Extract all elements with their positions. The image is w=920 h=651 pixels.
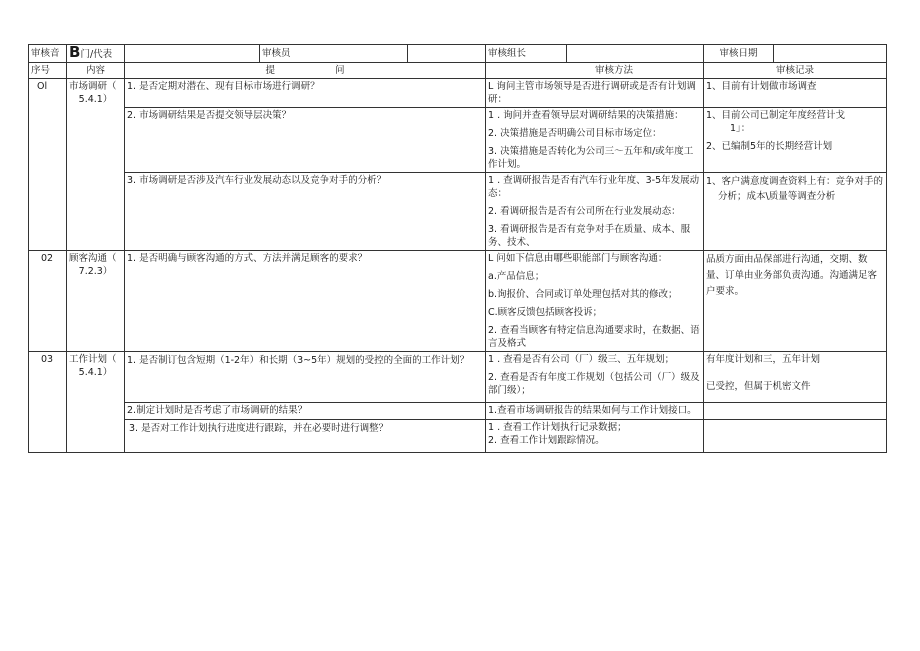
col-question-b: 问: [335, 65, 345, 76]
header-row: [29, 45, 887, 63]
section-content-title: 市场调研（: [69, 81, 117, 92]
date-value[interactable]: [774, 45, 887, 63]
record-line: 1」：: [730, 123, 751, 134]
method-line: a.产品信息；: [488, 271, 545, 282]
method-cell: [486, 352, 704, 403]
method-cell: [486, 173, 704, 251]
column-header-row: [29, 63, 887, 79]
record-line: 1、目前有计划做市场调查: [706, 81, 817, 92]
audit-table: [28, 44, 887, 453]
method-line: 3. 决策措施是否转化为公司三～五年和/或年度工作计划。: [488, 146, 694, 170]
leader-label: 审核组长: [486, 45, 567, 62]
col-question-a: 提: [265, 65, 275, 76]
section-content-title: 顾客沟通（: [69, 253, 117, 264]
date-label: 审核日期: [704, 45, 774, 63]
method-line: 2. 看调研报告是否有公司所在行业发展动态：: [488, 206, 681, 217]
method-line: 2. 查看当顾客有特定信息沟通要求时，在数据、语言及格式: [488, 325, 700, 349]
method-line: b.询报价、合同或订单处理包括对其的修改；: [488, 289, 678, 300]
method-line: 3. 看调研报告是否有竞争对手在质量、成本、服务、技术、: [488, 224, 691, 248]
question-cell: 1. 是否制订包含短期（1-2年）和长期（3~5年）规划的受控的全面的工作计划？: [125, 352, 486, 403]
method-line: 1 . 查看是否有公司（厂）级三、五年规划；: [488, 354, 675, 365]
section-content: [67, 79, 125, 251]
section-content-title: 工作计划（: [69, 354, 117, 365]
method-cell: [486, 108, 704, 173]
auditor-value[interactable]: [408, 45, 486, 63]
dept-big-letter: B: [69, 44, 81, 61]
method-line: C.顾客反馈包括顾客投诉；: [488, 307, 603, 318]
record-line: 有年度计划和三，五年计划: [706, 354, 821, 365]
question-cell: 1. 是否明确与顾客沟通的方式、方法并满足顾客的要求？: [125, 251, 486, 352]
question-cell: 3. 市场调研是否涉及汽车行业发展动态以及竞争对手的分析？: [125, 173, 486, 251]
leader-value[interactable]: [567, 45, 704, 62]
col-question: [125, 63, 486, 79]
method-line: 2. 查看是否有年度工作规划（包括公司（厂）级及部门级）；: [488, 372, 700, 396]
dept-label: [67, 45, 125, 63]
record-cell: [704, 251, 887, 352]
method-line: 2. 决策措施是否明确公司目标市场定位：: [488, 128, 662, 139]
method-cell: [486, 403, 704, 420]
col-no: 序号: [29, 63, 67, 79]
record-line: 1、客户满意度调查资料上有：竞争对手的分析；成本\质量等调查分析: [706, 176, 884, 202]
record-cell: [704, 108, 887, 173]
col-method: 审核方法: [486, 63, 704, 79]
table-row: [29, 420, 887, 453]
record-cell: [704, 403, 887, 420]
dept-label-rest: 门/代表: [80, 49, 113, 60]
section-no: 02: [29, 251, 67, 352]
method-line: 1.查看市场调研报告的结果如何与工作计划接口。: [488, 405, 697, 416]
method-line: 1 . 查看工作计划执行记录数据；: [488, 422, 627, 433]
table-row: [29, 251, 887, 352]
question-cell: 2. 市场调研结果是否提交领导层决策？: [125, 108, 486, 173]
section-content: [67, 251, 125, 352]
table-row: [29, 352, 887, 403]
record-line: 2、已编制5年的长期经营计划: [706, 141, 833, 152]
record-line: 品质方面由品保部进行沟通，交期、数量、订单由业务部负责沟通。沟通满足客户要求。: [706, 254, 878, 297]
method-cell: [486, 79, 704, 108]
question-cell: 1. 是否定期对潜在、现有目标市场进行调研？: [125, 79, 486, 108]
section-content-clause: 5.4.1）: [78, 367, 113, 378]
question-cell: 3. 是否对工作计划执行进度进行跟踪，并在必要时进行调整？: [125, 420, 486, 453]
method-line: 1 . 查调研报告是否有汽车行业年度、3-5年发展动态：: [488, 175, 700, 199]
col-content: 内容: [67, 63, 125, 79]
method-line: 2. 查看工作计划跟踪情况。: [488, 435, 605, 446]
section-content-clause: 7.2.3）: [78, 266, 113, 277]
table-row: [29, 79, 887, 108]
dept-value-cell[interactable]: [125, 45, 408, 63]
record-cell: [704, 352, 887, 403]
record-line: 已受控，但属于机密文件: [706, 381, 811, 392]
record-cell: [704, 79, 887, 108]
method-cell: [486, 251, 704, 352]
record-cell: [704, 420, 887, 453]
section-content-clause: 5.4.1）: [78, 94, 113, 105]
section-no: Ol: [29, 79, 67, 251]
method-line: L 询问主管市场领导是否进行调研或是否有计划调研：: [488, 81, 696, 105]
method-line: 1 . 询问并查看领导层对调研结果的决策措施：: [488, 110, 684, 121]
leader-cell: [486, 45, 704, 63]
table-row: [29, 173, 887, 251]
method-line: L 问如下信息由哪些职能部门与顾客沟通：: [488, 253, 668, 264]
method-cell: [486, 420, 704, 453]
question-cell: 2.制定计划时是否考虑了市场调研的结果？: [125, 403, 486, 420]
dept-value[interactable]: [125, 45, 260, 62]
auditor-label: 审核员: [262, 48, 291, 59]
table-row: [29, 403, 887, 420]
section-content: [67, 352, 125, 453]
col-record: 审核记录: [704, 63, 887, 79]
record-line: 1、目前公司已制定年度经营计戈: [706, 110, 846, 121]
audit-checklist: [28, 44, 886, 453]
audited-dept-label: 审核音: [29, 45, 67, 63]
table-row: [29, 108, 887, 173]
section-no: 03: [29, 352, 67, 453]
record-cell: [704, 173, 887, 251]
